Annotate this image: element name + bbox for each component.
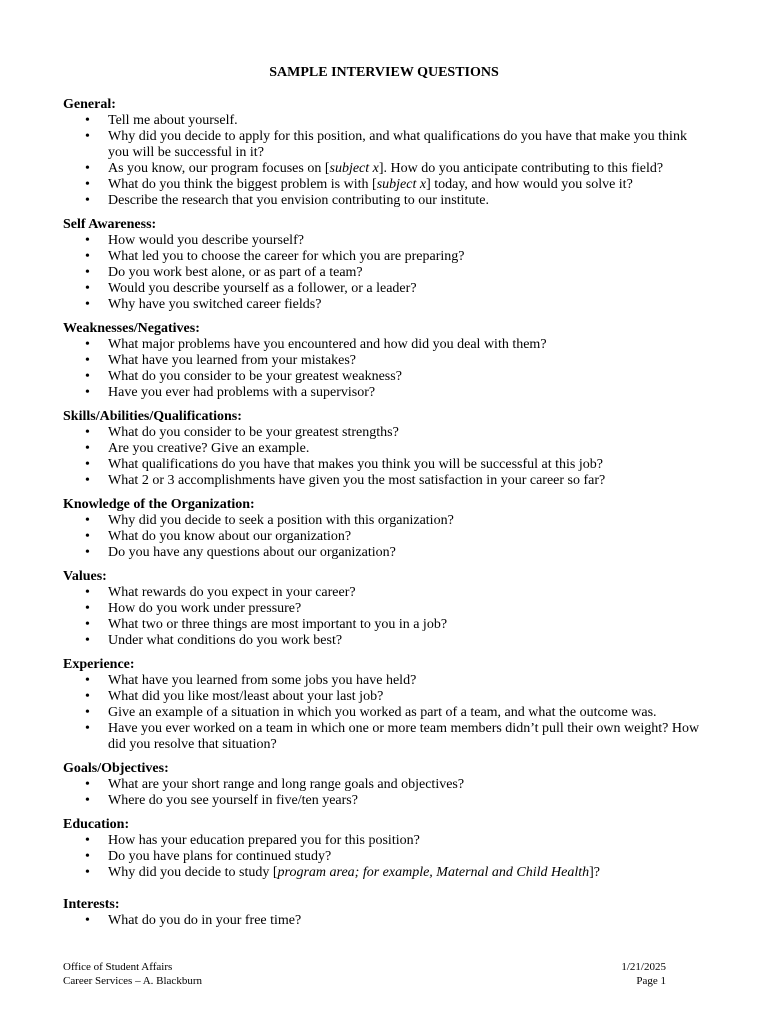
question-list bbox=[63, 337, 705, 401]
question-text: What are your short range and long range goals and objectives? bbox=[108, 777, 465, 792]
question-item bbox=[63, 793, 705, 809]
question-item bbox=[63, 129, 705, 161]
bullet-icon: • bbox=[85, 369, 90, 384]
question-list bbox=[63, 513, 705, 561]
question-item bbox=[63, 161, 705, 177]
question-item bbox=[63, 441, 705, 457]
bullet-icon: • bbox=[85, 865, 90, 880]
question-item bbox=[63, 425, 705, 441]
question-item bbox=[63, 529, 705, 545]
question-text: Give an example of a situation in which you worked as part of a team, and what the outcome was. bbox=[108, 705, 657, 720]
bullet-icon: • bbox=[85, 849, 90, 864]
bullet-icon: • bbox=[85, 513, 90, 528]
section-heading: Interests: bbox=[63, 897, 120, 912]
bullet-icon: • bbox=[85, 777, 90, 792]
bullet-icon: • bbox=[85, 457, 90, 472]
question-text: Why have you switched career fields? bbox=[108, 297, 322, 312]
question-text: Do you work best alone, or as part of a team? bbox=[108, 265, 363, 280]
question-item bbox=[63, 385, 705, 401]
question-text: What major problems have you encountered and how did you deal with them? bbox=[108, 337, 547, 352]
bullet-icon: • bbox=[85, 441, 90, 456]
question-text: What did you like most/least about your last job? bbox=[108, 689, 384, 704]
question-item bbox=[63, 193, 705, 209]
section bbox=[63, 761, 705, 809]
section bbox=[63, 897, 705, 929]
bullet-icon: • bbox=[85, 473, 90, 488]
bullet-icon: • bbox=[85, 425, 90, 440]
question-item bbox=[63, 353, 705, 369]
section-heading: Education: bbox=[63, 817, 130, 832]
question-text: Have you ever had problems with a supervisor? bbox=[108, 385, 376, 400]
question-item bbox=[63, 545, 705, 561]
question-item bbox=[63, 849, 705, 865]
question-list bbox=[63, 425, 705, 489]
question-item bbox=[63, 177, 705, 193]
question-item bbox=[63, 601, 705, 617]
footer-date: 1/21/2025 bbox=[621, 961, 666, 973]
bullet-icon: • bbox=[85, 529, 90, 544]
question-text: What rewards do you expect in your career? bbox=[108, 585, 356, 600]
question-text: What do you consider to be your greatest strengths? bbox=[108, 425, 399, 440]
footer-department: Career Services – A. Blackburn bbox=[63, 975, 202, 987]
bullet-icon: • bbox=[85, 353, 90, 368]
bullet-icon: • bbox=[85, 617, 90, 632]
question-item bbox=[63, 473, 705, 489]
bullet-icon: • bbox=[85, 249, 90, 264]
question-text: ]? bbox=[589, 865, 601, 880]
section-heading: Goals/Objectives: bbox=[63, 761, 169, 776]
question-item bbox=[63, 265, 705, 281]
bullet-icon: • bbox=[85, 113, 90, 128]
section bbox=[63, 321, 705, 401]
question-text: Describe the research that you envision contributing to our institute. bbox=[108, 193, 490, 208]
question-text: Tell me about yourself. bbox=[108, 113, 238, 128]
bullet-icon: • bbox=[85, 601, 90, 616]
question-placeholder: subject x bbox=[376, 177, 427, 192]
question-item bbox=[63, 865, 705, 881]
question-text: Have you ever worked on a team in which one or more team members didn’t pull their own weight? How did you resolve that situation? bbox=[108, 721, 700, 752]
document-title: SAMPLE INTERVIEW QUESTIONS bbox=[269, 65, 499, 80]
bullet-icon: • bbox=[85, 385, 90, 400]
question-text: What qualifications do you have that makes you think you will be successful at this job? bbox=[108, 457, 603, 472]
question-item bbox=[63, 777, 705, 793]
question-item bbox=[63, 297, 705, 313]
question-item bbox=[63, 689, 705, 705]
bullet-icon: • bbox=[85, 673, 90, 688]
question-item bbox=[63, 369, 705, 385]
question-item bbox=[63, 833, 705, 849]
question-list bbox=[63, 777, 705, 809]
question-list bbox=[63, 833, 705, 881]
bullet-icon: • bbox=[85, 585, 90, 600]
section bbox=[63, 97, 705, 209]
bullet-icon: • bbox=[85, 281, 90, 296]
question-item bbox=[63, 721, 705, 753]
section bbox=[63, 817, 705, 881]
footer-page-number: Page 1 bbox=[636, 975, 666, 987]
question-list bbox=[63, 233, 705, 313]
question-list bbox=[63, 913, 705, 929]
section-heading: Knowledge of the Organization: bbox=[63, 497, 255, 512]
question-list bbox=[63, 113, 705, 209]
bullet-icon: • bbox=[85, 633, 90, 648]
question-text: How do you work under pressure? bbox=[108, 601, 302, 616]
bullet-icon: • bbox=[85, 793, 90, 808]
bullet-icon: • bbox=[85, 161, 90, 176]
question-item bbox=[63, 673, 705, 689]
question-text: Why did you decide to seek a position with this organization? bbox=[108, 513, 454, 528]
question-item bbox=[63, 913, 705, 929]
footer-left bbox=[63, 960, 202, 988]
footer-office: Office of Student Affairs bbox=[63, 961, 173, 973]
question-item bbox=[63, 113, 705, 129]
question-text: What do you consider to be your greatest weakness? bbox=[108, 369, 402, 384]
bullet-icon: • bbox=[85, 721, 90, 736]
bullet-icon: • bbox=[85, 177, 90, 192]
question-text: What do you think the biggest problem is with [ bbox=[108, 177, 377, 192]
bullet-icon: • bbox=[85, 913, 90, 928]
question-text: What 2 or 3 accomplishments have given you the most satisfaction in your career so far? bbox=[108, 473, 606, 488]
question-item bbox=[63, 233, 705, 249]
question-placeholder: subject x bbox=[329, 161, 379, 176]
question-item bbox=[63, 249, 705, 265]
question-item bbox=[63, 513, 705, 529]
bullet-icon: • bbox=[85, 193, 90, 208]
question-text: Do you have any questions about our organization? bbox=[108, 545, 396, 560]
section-heading: General: bbox=[63, 97, 116, 112]
question-text: Under what conditions do you work best? bbox=[108, 633, 343, 648]
bullet-icon: • bbox=[85, 129, 90, 144]
section-heading: Weaknesses/Negatives: bbox=[63, 321, 200, 336]
question-text: What have you learned from your mistakes? bbox=[108, 353, 357, 368]
question-placeholder: program area; for example, Maternal and Child Health bbox=[277, 865, 590, 880]
question-item bbox=[63, 617, 705, 633]
question-sections bbox=[63, 97, 705, 937]
bullet-icon: • bbox=[85, 705, 90, 720]
bullet-icon: • bbox=[85, 689, 90, 704]
bullet-icon: • bbox=[85, 265, 90, 280]
question-item bbox=[63, 633, 705, 649]
question-text: Why did you decide to apply for this position, and what qualifications do you have that make you think you will be successful in it? bbox=[108, 129, 687, 160]
bullet-icon: • bbox=[85, 233, 90, 248]
bullet-icon: • bbox=[85, 545, 90, 560]
section bbox=[63, 497, 705, 561]
question-text: As you know, our program focuses on [ bbox=[108, 161, 330, 176]
question-text: What led you to choose the career for which you are preparing? bbox=[108, 249, 465, 264]
section-heading: Experience: bbox=[63, 657, 135, 672]
question-item bbox=[63, 457, 705, 473]
section bbox=[63, 657, 705, 753]
question-text: Where do you see yourself in five/ten years? bbox=[108, 793, 358, 808]
section bbox=[63, 409, 705, 489]
question-text: How would you describe yourself? bbox=[108, 233, 304, 248]
question-text: Do you have plans for continued study? bbox=[108, 849, 332, 864]
question-text: What do you know about our organization? bbox=[108, 529, 352, 544]
section-heading: Self Awareness: bbox=[63, 217, 157, 232]
section bbox=[63, 569, 705, 649]
bullet-icon: • bbox=[85, 337, 90, 352]
question-text: Why did you decide to study [ bbox=[108, 865, 278, 880]
question-text: ] today, and how would you solve it? bbox=[426, 177, 633, 192]
question-text: What have you learned from some jobs you have held? bbox=[108, 673, 417, 688]
question-item bbox=[63, 337, 705, 353]
question-list bbox=[63, 673, 705, 753]
question-item bbox=[63, 705, 705, 721]
question-text: ]. How do you anticipate contributing to this field? bbox=[378, 161, 664, 176]
question-item bbox=[63, 585, 705, 601]
section-heading: Values: bbox=[63, 569, 107, 584]
question-text: Would you describe yourself as a follower, or a leader? bbox=[108, 281, 417, 296]
question-text: How has your education prepared you for this position? bbox=[108, 833, 420, 848]
question-item bbox=[63, 281, 705, 297]
question-text: What two or three things are most important to you in a job? bbox=[108, 617, 448, 632]
bullet-icon: • bbox=[85, 833, 90, 848]
bullet-icon: • bbox=[85, 297, 90, 312]
question-list bbox=[63, 585, 705, 649]
footer-right bbox=[621, 960, 666, 988]
question-text: What do you do in your free time? bbox=[108, 913, 302, 928]
section bbox=[63, 217, 705, 313]
section-heading: Skills/Abilities/Qualifications: bbox=[63, 409, 242, 424]
question-text: Are you creative? Give an example. bbox=[108, 441, 310, 456]
